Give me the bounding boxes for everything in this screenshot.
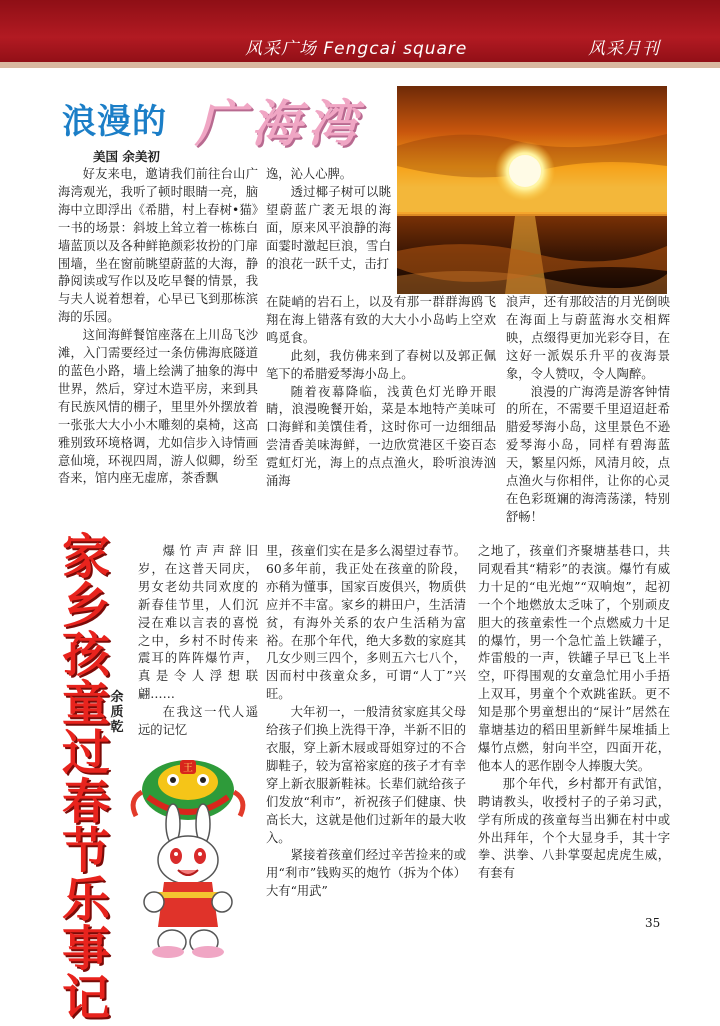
title-char: 家: [61, 529, 110, 585]
paragraph-continued: 逸，沁人心脾。: [266, 167, 353, 181]
section-name: 风采广场 Fengcai square: [245, 39, 468, 59]
article2-column-2: [266, 543, 466, 901]
paragraph: 紧接着孩童们经过辛苦捡来的或用“利市”钱购买的炮竹（拆为个体）大有“用武”: [266, 848, 466, 899]
paragraph-continued: 里，孩童们实在是多么渴望过春节。60多年前，我正处在孩童的阶段，亦稍为懂事，国家百废俱兴，物质供应并不丰富。家乡的耕田户，生活清贫，有海外关系的农户生活稍为富裕。在那个年代，绝大多数的家庭其几女少则三四个，多则五六七八个，因而村中孩童众多，可谓“人丁”兴旺。: [266, 544, 466, 702]
article1-byline: 美国 余美初: [93, 149, 160, 164]
article1-title-part1: 浪漫的: [62, 102, 167, 142]
title-char: 乐: [61, 872, 110, 928]
title-char: 孩: [61, 627, 110, 683]
paragraph-continued: 浪声，还有那皎洁的月光倒映在海面上与蔚蓝海水交相辉映，点缀得更加光彩夺目，在这好一派娱乐升平的夜海景象，令人赞叹，令人陶醉。: [506, 295, 670, 381]
paragraph: 那个年代，乡村都开有武馆，聘请教头，收授村子的子弟习武，学有所成的孩童每当出狮在村中或外出拜年，个个大显身手，其十字拳、洪拳、八卦掌耍起虎虎生威，有套有: [478, 776, 670, 881]
magazine-name: 风采月刊: [588, 39, 660, 59]
paragraph-continued: 在陡峭的岩石上，以及有那一群群海鸥飞翔在海上错落有致的大大小小岛屿上空欢鸣觅食。: [266, 295, 496, 345]
paragraph: 爆竹声声辞旧岁，在这普天同庆，男女老幼共同欢度的新春佳节里，人们沉浸在难以言表的喜悦之中，乡村不时传来震耳的阵阵爆竹声，真是令人浮想联翩……: [138, 544, 258, 702]
article1-column-1: [58, 166, 258, 488]
article2-column-3: [478, 543, 670, 883]
paragraph: 好友来电，邀请我们前往台山广海湾观光，我听了顿时眼睛一亮，脑海中立即浮出《希腊，村上春树•猫》一书的场景：斜坡上耸立着一栋栋白墙蓝顶以及各种鲜艳颜彩妆扮的门扉围墙，坐在窗前眺望蔚蓝的大海，静静阅读或写作以及吃早餐的情景，我与夫人说着想着，心早已飞到那栋滨海的乐园。: [58, 167, 258, 325]
header-stripe: [0, 62, 720, 68]
paragraph: 透过椰子树可以眺望蔚蓝广袤无垠的海面，原来风平浪静的海面霎时激起巨浪，雪白的浪花一跃千丈，击打: [266, 184, 391, 271]
article1-title-part2: 广海湾: [195, 94, 363, 153]
header-band: [0, 0, 720, 68]
sunset-photo: [397, 86, 667, 294]
title-char: 乡: [61, 578, 110, 634]
paragraph: 这间海鲜餐馆座落在上川岛飞沙滩，入门需要经过一条仿佛海底隧道的蓝色小路，墙上绘满了抽象的海中世界，然后，穿过木造平房，来到具有民族风情的棚子，里里外外摆放着一张张大大小小木雕刻的桌椅，这高雅别致环境格调，尤如信步入诗情画意仙境，环视四周，游人似卿，纷至沓来，馆内座无虚席，茶香飘: [58, 328, 258, 486]
title-char: 记: [61, 970, 110, 1026]
title-char: 春: [61, 774, 110, 830]
paragraph: 大年初一，一般清贫家庭其父母给孩子们换上洗得干净，半新不旧的衣服，穿上新木屐或哥姐穿过的不合脚鞋子，较为富裕家庭的孩子才有幸穿上新衣服新鞋袜。长辈们就给孩子们发放“利市”，祈祝孩子们健康、快高长大，这就是他们过新年的最大收入。: [266, 705, 466, 845]
paragraph: 在我这一代人遥远的记忆: [138, 705, 258, 738]
article2-byline: 余质乾: [110, 690, 124, 735]
title-char: 过: [61, 725, 110, 781]
rabbit-lion-dance-illustration: [118, 752, 258, 962]
paragraph: 此刻，我仿佛来到了春树以及郭正佩笔下的希腊爱琴海小岛上。: [266, 348, 496, 381]
paragraph: 浪漫的广海湾是游客钟情的所在，不需要千里迢迢赶希腊爱琴海小岛，这里景色不逊爱琴海小岛，同样有碧海蓝天，繁星闪烁，风清月皎，点点渔火与你相伴，让你的心灵在色彩斑斓的海湾荡漾，特别舒畅！: [506, 384, 670, 524]
article1-column-3: [506, 294, 670, 527]
badge-char: 王: [183, 763, 193, 774]
article2-column-1: [138, 543, 258, 740]
article1-column-2-bottom: [266, 294, 496, 491]
paragraph-continued: 之地了，孩童们齐聚塘基巷口，共同观看其“精彩”的表演。爆竹有威力十足的“电光炮”“双响炮”，起初一个个地燃放太乏味了，个别顽皮胆大的孩童索性一个点燃威力十足的爆竹，男一个急忙盖上铁罐子，炸雷般的一声，铁罐子早已飞上半空，吓得围观的女童急忙用小手捂上双耳，男童个个欢跳雀跃。更不知是那个男童想出的“屎计”居然在靠塘基边的稻田里新鲜牛屎堆插上爆竹点燃，射向半空，四面开花，他本人的恶作剧令人捧腹大笑。: [478, 544, 670, 773]
article1-column-2-top: [266, 166, 391, 273]
title-char: 事: [61, 921, 110, 977]
paragraph: 随着夜幕降临，浅黄色灯光睁开眼睛，浪漫晚餐开始，菜是本地特产美味可口海鲜和美馔佳肴，这时你可一边细细品尝清香美味海鲜，一边欣赏港区千姿百态霓虹灯光，海上的点点渔火，聆听浪涛汹涌海: [266, 384, 496, 489]
page-number: 35: [645, 916, 661, 930]
title-char: 节: [61, 823, 110, 879]
article2-title: [58, 529, 114, 1026]
title-char: 童: [61, 676, 110, 732]
